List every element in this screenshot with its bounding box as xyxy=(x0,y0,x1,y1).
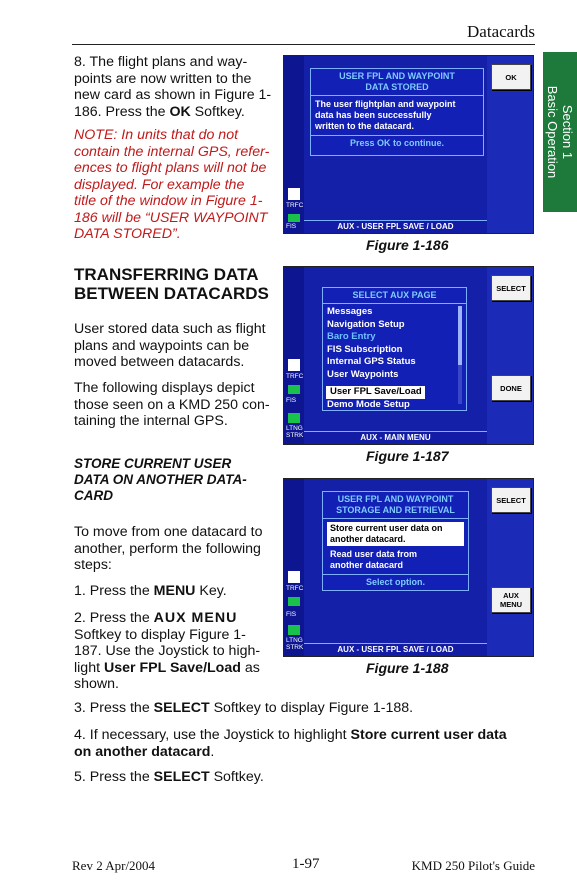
steps-intro: To move from one datacard to another, perform the following steps: xyxy=(74,524,263,573)
menu-item-messages[interactable]: Messages xyxy=(327,306,373,317)
softkey-panel xyxy=(487,267,533,444)
note: NOTE: In units that do not contain the internal GPS, refer- ences to flight plans will not be displayed. For example the title of the window in Figure 1- 186 will be “USER WAYPOINT DATA STORED”. xyxy=(74,127,270,242)
figure-188-caption: Figure 1-188 xyxy=(366,660,449,676)
dialog-title: USER FPL AND WAYPOINT xyxy=(339,71,455,81)
intro-paragraph: User stored data such as flight plans and waypoints can be moved between datacards. xyxy=(74,321,266,370)
dialog-prompt: Select option. xyxy=(365,577,425,587)
status-bar: AUX - MAIN MENU xyxy=(304,431,487,444)
status-bar: AUX - USER FPL SAVE / LOAD xyxy=(304,643,487,656)
fis-icon xyxy=(288,597,300,606)
dialog-prompt: Press OK to continue. xyxy=(349,138,445,148)
lightning-icon xyxy=(288,413,300,423)
step-1: 1. Press the MENU Key. xyxy=(74,583,227,599)
page-number: 1-97 xyxy=(292,856,320,872)
figure-186-caption: Figure 1-186 xyxy=(366,237,449,253)
menu-scrollbar[interactable] xyxy=(458,306,462,404)
status-bar: AUX - USER FPL SAVE / LOAD xyxy=(304,220,487,233)
step-3: 3. Press the SELECT Softkey to display Figure 1-188. xyxy=(74,700,414,716)
footer-guide-title: KMD 250 Pilot's Guide xyxy=(411,858,535,873)
softkey-panel xyxy=(487,56,533,233)
traffic-icon xyxy=(288,571,300,583)
header-rule xyxy=(72,44,535,45)
ok-softkey[interactable]: OK xyxy=(491,64,531,90)
left-status-strip: TRFC FIS LTNG STRK xyxy=(284,479,304,656)
left-status-strip: TRFC FIS LTNG STRK xyxy=(284,267,304,444)
menu-item-fis-subscription[interactable]: FIS Subscription xyxy=(327,343,403,355)
section-heading: TRANSFERRING DATA BETWEEN DATACARDS xyxy=(74,265,269,303)
step-4: 4. If necessary, use the Joystick to highlight Store current user data on another datacard. xyxy=(74,727,507,760)
section-tab-line1: Section 1 xyxy=(560,104,575,160)
figure-187-screen xyxy=(283,266,534,445)
section-tab-line2: Basic Operation xyxy=(545,85,560,179)
select-softkey[interactable]: SELECT xyxy=(491,487,531,513)
storage-dialog: USER FPL AND WAYPOINT STORAGE AND RETRIEVAL Store current user data on another datacard. Read user data from another datacard Select option. xyxy=(322,491,469,591)
figure-188-screen xyxy=(283,478,534,657)
traffic-icon xyxy=(288,359,300,371)
display-paragraph: The following displays depict those seen on a KMD 250 con- taining the internal GPS. xyxy=(74,380,270,429)
menu-item-navigation-setup[interactable]: Navigation Setup xyxy=(327,318,405,330)
section-tab xyxy=(543,52,577,212)
softkey-panel xyxy=(487,479,533,656)
menu-item-demo-mode-setup[interactable]: Demo Mode Setup xyxy=(327,399,410,410)
fis-icon xyxy=(288,385,300,394)
step-5: 5. Press the SELECT Softkey. xyxy=(74,769,264,785)
aux-menu-softkey[interactable]: AUX MENU xyxy=(491,587,531,613)
menu-item-user-fpl-save-load[interactable]: User FPL Save/Load xyxy=(326,386,425,399)
step-2: 2. Press the AUX MENU Softkey to display Figure 1- 187. Use the Joystick to high- light User FPL Save/Load as shown. xyxy=(74,610,261,692)
fis-icon xyxy=(288,214,300,222)
step-8: 8. The flight plans and way- points are now written to the new card as shown in Figure 1- 186. Press the OK Softkey. xyxy=(74,54,272,120)
aux-menu xyxy=(322,287,467,411)
lightning-icon xyxy=(288,625,300,635)
dialog-title: USER FPL AND WAYPOINT xyxy=(337,494,454,504)
stored-dialog: USER FPL AND WAYPOINT DATA STORED The user flightplan and waypoint data has been successfully written to the datacard. Press OK to continue. xyxy=(310,68,484,156)
menu-title: SELECT AUX PAGE xyxy=(352,290,437,300)
menu-item-baro-entry[interactable]: Baro Entry xyxy=(327,331,376,342)
figure-186-screen xyxy=(283,55,534,234)
option-store-current[interactable]: Store current user data on another datacard. xyxy=(327,522,464,546)
option-read-user-data[interactable]: Read user data from another datacard xyxy=(330,549,418,570)
dialog-message: The user flightplan and waypoint data has been successfully written to the datacard. xyxy=(315,99,456,131)
done-softkey[interactable]: DONE xyxy=(491,375,531,401)
subheading: STORE CURRENT USER DATA ON ANOTHER DATA- CARD xyxy=(74,456,247,503)
figure-187-caption: Figure 1-187 xyxy=(366,448,449,464)
menu-item-user-waypoints[interactable]: User Waypoints xyxy=(327,368,399,380)
menu-item-internal-gps-status[interactable]: Internal GPS Status xyxy=(327,356,416,367)
select-softkey[interactable]: SELECT xyxy=(491,275,531,301)
footer-revision: Rev 2 Apr/2004 xyxy=(72,858,156,873)
running-header: Datacards xyxy=(467,22,535,41)
left-status-strip: TRFC FIS xyxy=(284,56,304,233)
traffic-icon xyxy=(288,188,300,200)
